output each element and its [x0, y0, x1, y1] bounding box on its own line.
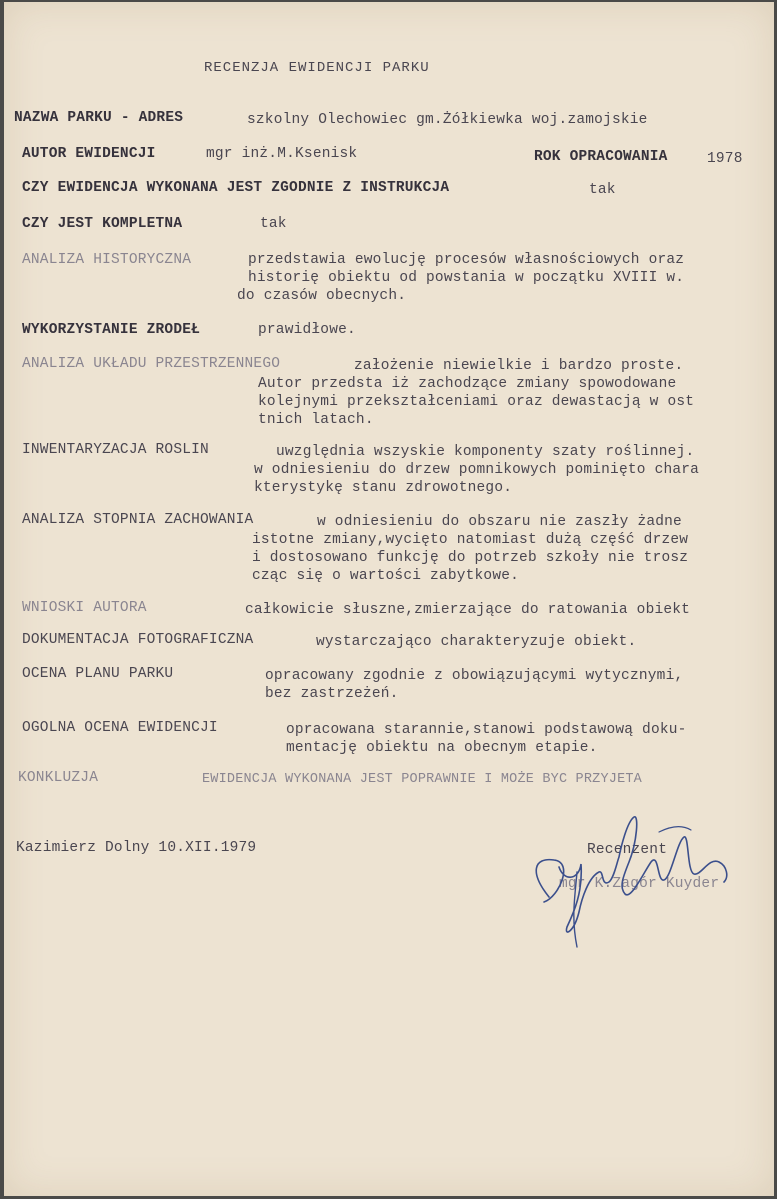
label-plan: OCENA PLANU PARKU: [22, 666, 174, 682]
value-plan-line: bez zastrzeżeń.: [265, 686, 399, 702]
reviewer-name: mgr K.Zagór Kuyder: [559, 876, 720, 892]
value-plants-line: w odniesieniu do drzew pomnikowych pominięto chara: [254, 462, 700, 478]
value-historical-line: historię obiektu od powstania w początku XVIII w.: [248, 270, 685, 286]
place-date: Kazimierz Dolny 10.XII.1979: [16, 840, 257, 856]
value-year: 1978: [707, 151, 743, 167]
label-photo-docs: DOKUMENTACJA FOTOGRAFICZNA: [22, 632, 254, 648]
label-preservation: ANALIZA STOPNIA ZACHOWANIA: [22, 512, 254, 528]
value-conclusions: całkowicie słuszne,zmierzające do ratowania obiekt: [245, 602, 691, 618]
value-photo-docs: wystarczająco charakteryzuje obiekt.: [316, 634, 637, 650]
reviewer-label: Recenzent: [587, 842, 668, 858]
value-preservation-line: cząc się o wartości zabytkowe.: [252, 568, 520, 584]
value-preservation-line: i dostosowano funkcję do potrzeb szkoły nie trosz: [252, 550, 689, 566]
label-park-name: NAZWA PARKU - ADRES: [14, 110, 184, 126]
value-complete: tak: [260, 216, 287, 232]
label-author: AUTOR EWIDENCJI: [22, 146, 156, 162]
value-preservation-line: istotne zmiany,wycięto natomiast dużą część drzew: [252, 532, 689, 548]
label-conclusion: KONKLUZJA: [18, 770, 99, 786]
label-sources: WYKORZYSTANIE ZRODEŁ: [22, 322, 201, 338]
value-overall-line: mentację obiektu na obecnym etapie.: [286, 740, 598, 756]
value-plants-line: kterystykę stanu zdrowotnego.: [254, 480, 513, 496]
label-complete: CZY JEST KOMPLETNA: [22, 216, 183, 232]
value-historical-line: przedstawia ewolucję procesów własnościowych oraz: [248, 252, 685, 268]
value-park-name: szkolny Olechowiec gm.Żółkiewka woj.zamojskie: [247, 112, 648, 128]
value-overall-line: opracowana starannie,stanowi podstawową doku-: [286, 722, 687, 738]
document-page: [4, 2, 774, 1196]
value-spatial-line: założenie niewielkie i bardzo proste.: [354, 358, 684, 374]
label-overall: OGOLNA OCENA EWIDENCJI: [22, 720, 218, 736]
value-sources: prawidłowe.: [258, 322, 356, 338]
value-author: mgr inż.M.Ksenisk: [206, 146, 358, 162]
document-title: RECENZJA EWIDENCJI PARKU: [204, 60, 430, 76]
value-spatial-line: tnich latach.: [258, 412, 374, 428]
label-conclusions: WNIOSKI AUTORA: [22, 600, 147, 616]
value-plants-line: uwzględnia wszyskie komponenty szaty roślinnej.: [276, 444, 695, 460]
value-plan-line: opracowany zgodnie z obowiązującymi wytycznymi,: [265, 668, 684, 684]
label-spatial: ANALIZA UKŁADU PRZESTRZENNEGO: [22, 356, 281, 372]
label-historical: ANALIZA HISTORYCZNA: [22, 252, 192, 268]
value-preservation-line: w odniesieniu do obszaru nie zaszły żadne: [317, 514, 682, 530]
label-instruction: CZY EWIDENCJA WYKONANA JEST ZGODNIE Z INSTRUKCJA: [22, 180, 450, 196]
value-historical-line: do czasów obecnych.: [237, 288, 407, 304]
value-spatial-line: Autor przedsta iż zachodzące zmiany spowodowane: [258, 376, 677, 392]
value-spatial-line: kolejnymi przekształceniami oraz dewastacją w ost: [258, 394, 695, 410]
label-year: ROK OPRACOWANIA: [534, 149, 668, 165]
value-conclusion: EWIDENCJA WYKONANA JEST POPRAWNIE I MOŻE BYC PRZYJETA: [202, 772, 642, 787]
label-plants: INWENTARYZACJA ROSLIN: [22, 442, 209, 458]
value-instruction: tak: [589, 182, 616, 198]
handwritten-signature: [519, 802, 749, 962]
